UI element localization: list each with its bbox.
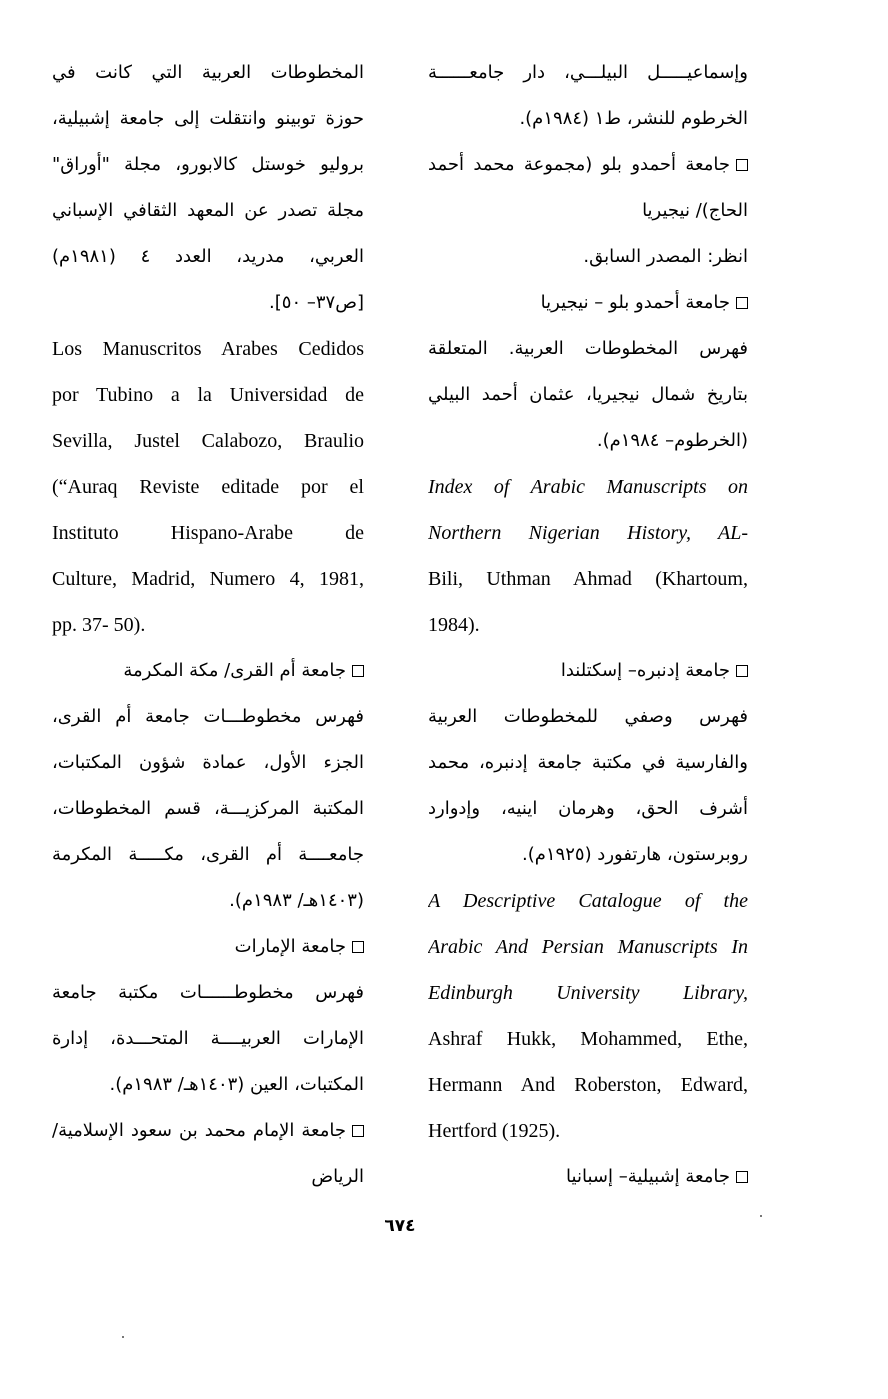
- line-text: Arabic And Persian Manuscripts In: [428, 936, 748, 958]
- text-line: [52, 96, 364, 142]
- text-line: [52, 602, 364, 648]
- line-text: مجلة تصدر عن المعهد الثقافي الإسباني: [52, 200, 364, 221]
- text-line: [52, 464, 364, 510]
- line-text: 1984).: [428, 614, 480, 636]
- text-line: [52, 510, 364, 556]
- line-text: [ص٣٧– ٥٠].: [269, 292, 364, 313]
- line-text: حوزة توبينو وانتقلت إلى جامعة إشبيلية،: [52, 108, 364, 129]
- text-line: [428, 602, 748, 648]
- text-line: [428, 740, 748, 786]
- line-text: أشرف الحق، وهرمان اينيه، وإدوارد: [428, 798, 748, 819]
- text-line: [428, 970, 748, 1016]
- line-text: جامعــــة أم القرى، مكـــــة المكرمة: [52, 844, 364, 865]
- scan-speck: [122, 1336, 124, 1338]
- text-line: [52, 786, 364, 832]
- line-text: جامعة الإمام محمد بن سعود الإسلامية/: [52, 1120, 346, 1141]
- text-line: [428, 1016, 748, 1062]
- text-line: [52, 1154, 364, 1200]
- text-line: [428, 234, 748, 280]
- text-line: [428, 924, 748, 970]
- line-text: فهرس المخطوطات العربية. المتعلقة: [428, 338, 748, 359]
- text-line: [52, 1062, 364, 1108]
- line-text: المخطوطات العربية التي كانت في: [52, 62, 364, 83]
- checkbox-bullet-icon: [352, 1125, 364, 1137]
- line-text: فهرس مخطوطــــــات مكتبة جامعة: [52, 982, 364, 1003]
- section-heading: [52, 648, 364, 694]
- text-line: [52, 970, 364, 1016]
- line-text: A Descriptive Catalogue of the: [428, 890, 748, 912]
- text-line: [52, 142, 364, 188]
- line-text: الرياض: [311, 1166, 364, 1187]
- line-text: por Tubino a la Universidad de: [52, 384, 364, 406]
- right-column: [428, 50, 748, 1200]
- line-text: الخرطوم للنشر، ط١ (١٩٨٤م).: [519, 108, 748, 129]
- section-heading: [428, 280, 748, 326]
- section-heading: [52, 924, 364, 970]
- section-heading: [428, 1154, 748, 1200]
- line-text: (“Auraq Reviste editade por el: [52, 476, 364, 498]
- text-line: [428, 878, 748, 924]
- line-text: Edinburgh University Library,: [428, 982, 748, 1004]
- line-text: pp. 37- 50).: [52, 614, 146, 636]
- line-text: جامعة إدنبره– إسكتلندا: [560, 660, 730, 681]
- line-text: وإسماعيـــــل البيلـــي، دار جامعــــــة: [428, 62, 748, 83]
- text-line: [428, 786, 748, 832]
- line-text: المكتبات، العين (١٤٠٣هـ/ ١٩٨٣م).: [109, 1074, 364, 1095]
- line-text: بتاريخ شمال نيجيريا، عثمان أحمد البيلي: [428, 384, 748, 405]
- checkbox-bullet-icon: [352, 941, 364, 953]
- line-text: انظر: المصدر السابق.: [583, 246, 748, 267]
- section-heading: [52, 1108, 364, 1154]
- line-text: الإمارات العربيــــة المتحـــدة، إدارة: [52, 1028, 364, 1049]
- line-text: فهرس مخطوطـــات جامعة أم القرى،: [52, 706, 364, 727]
- text-line: [428, 694, 748, 740]
- line-text: Bili, Uthman Ahmad (Khartoum,: [428, 568, 748, 590]
- line-text: (١٤٠٣هـ/ ١٩٨٣م).: [229, 890, 364, 911]
- section-heading: [428, 142, 748, 188]
- line-text: الحاج)/ نيجيريا: [642, 200, 748, 221]
- line-text: بروليو خوستل كالابورو، مجلة "أوراق": [52, 154, 364, 175]
- text-line: [52, 372, 364, 418]
- line-text: جامعة أحمدو بلو (مجموعة محمد أحمد: [428, 154, 730, 175]
- text-line: [428, 510, 748, 556]
- checkbox-bullet-icon: [736, 1171, 748, 1183]
- line-text: Hermann And Roberston, Edward,: [428, 1074, 748, 1096]
- text-line: [428, 832, 748, 878]
- text-line: [52, 234, 364, 280]
- text-line: [52, 418, 364, 464]
- line-text: Index of Arabic Manuscripts on: [428, 476, 748, 498]
- text-line: [428, 188, 748, 234]
- page-number: ٦٧٤: [384, 1216, 416, 1236]
- text-line: [428, 372, 748, 418]
- text-line: [52, 50, 364, 96]
- line-text: Los Manuscritos Arabes Cedidos: [52, 338, 364, 360]
- line-text: Sevilla, Justel Calabozo, Braulio: [52, 430, 364, 452]
- text-line: [52, 1016, 364, 1062]
- line-text: جامعة أحمدو بلو – نيجيريا: [540, 292, 730, 313]
- line-text: (الخرطوم– ١٩٨٤م).: [596, 430, 748, 451]
- line-text: جامعة الإمارات: [234, 936, 346, 957]
- text-line: [52, 740, 364, 786]
- text-line: [428, 464, 748, 510]
- checkbox-bullet-icon: [736, 297, 748, 309]
- text-line: [428, 96, 748, 142]
- line-text: Culture, Madrid, Numero 4, 1981,: [52, 568, 364, 590]
- text-line: [428, 326, 748, 372]
- text-line: [428, 1062, 748, 1108]
- text-line: [52, 878, 364, 924]
- section-heading: [428, 648, 748, 694]
- line-text: Ashraf Hukk, Mohammed, Ethe,: [428, 1028, 748, 1050]
- scan-speck: [760, 1215, 762, 1217]
- text-line: [428, 418, 748, 464]
- line-text: Instituto Hispano-Arabe de: [52, 522, 364, 544]
- line-text: المكتبة المركزيـــة، قسم المخطوطات،: [52, 798, 364, 819]
- text-line: [52, 326, 364, 372]
- line-text: Hertford (1925).: [428, 1120, 561, 1142]
- line-text: جامعة إشبيلية– إسبانيا: [566, 1166, 730, 1187]
- text-line: [52, 188, 364, 234]
- left-column: [52, 50, 364, 1200]
- line-text: العربي، مدريد، العدد ٤ (١٩٨١م): [52, 246, 364, 267]
- line-text: الجزء الأول، عمادة شؤون المكتبات،: [52, 752, 364, 773]
- checkbox-bullet-icon: [352, 665, 364, 677]
- line-text: جامعة أم القرى/ مكة المكرمة: [123, 660, 346, 681]
- checkbox-bullet-icon: [736, 665, 748, 677]
- text-line: [428, 50, 748, 96]
- text-line: [52, 556, 364, 602]
- text-line: [428, 1108, 748, 1154]
- checkbox-bullet-icon: [736, 159, 748, 171]
- text-line: [52, 280, 364, 326]
- text-line: [52, 832, 364, 878]
- line-text: Northern Nigerian History, AL-: [428, 522, 748, 544]
- text-line: [428, 556, 748, 602]
- line-text: فهرس وصفي للمخطوطات العربية: [428, 706, 748, 727]
- text-line: [52, 694, 364, 740]
- line-text: روبرستون، هارتفورد (١٩٢٥م).: [522, 844, 748, 865]
- line-text: والفارسية في مكتبة جامعة إدنبره، محمد: [428, 752, 748, 773]
